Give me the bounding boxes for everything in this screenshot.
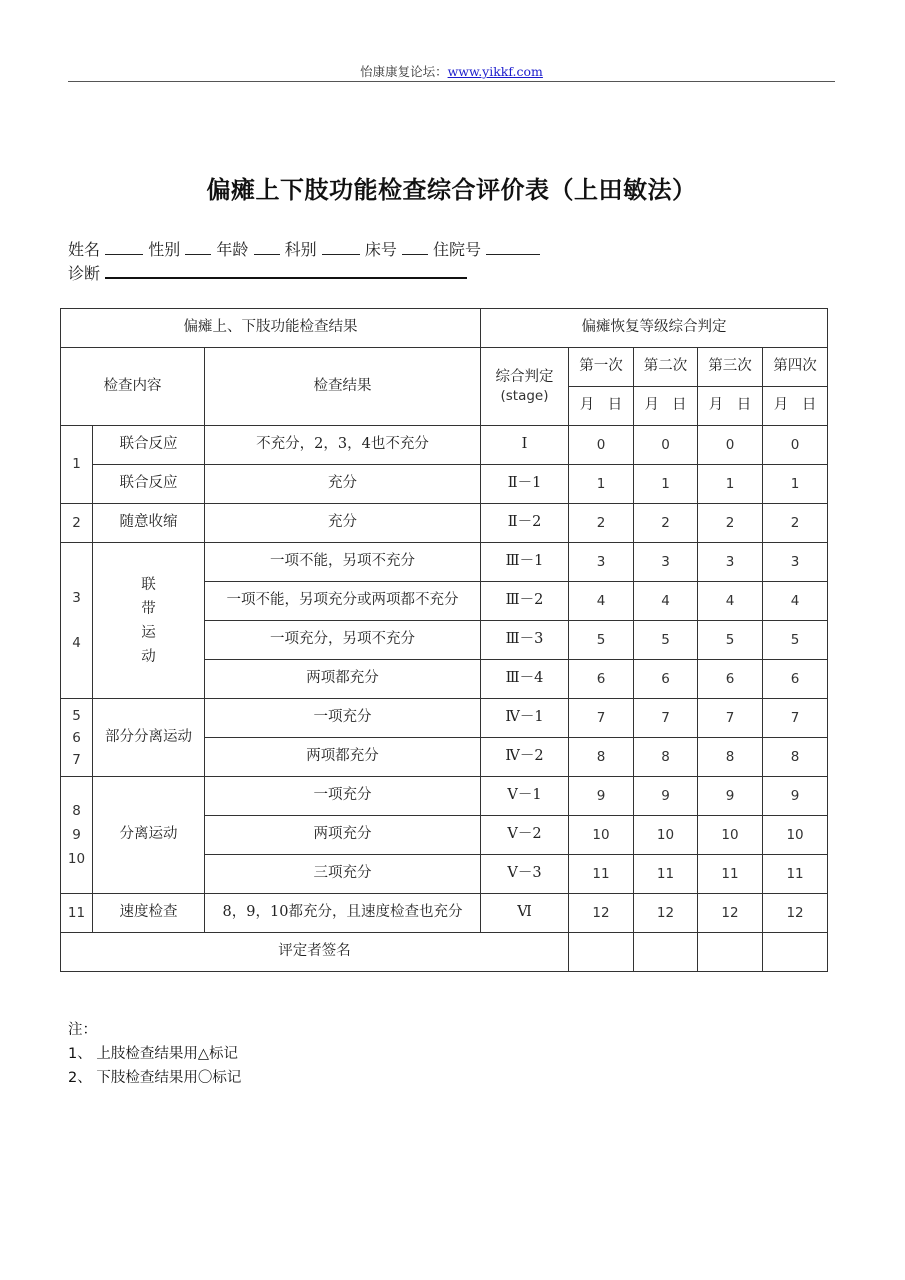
score-cell[interactable]: 8 xyxy=(698,738,763,777)
score-cell[interactable]: 8 xyxy=(569,738,634,777)
col-result-header: 检查结果 xyxy=(205,348,481,426)
result-cell: 充分 xyxy=(205,465,481,504)
score-cell[interactable]: 3 xyxy=(698,543,763,582)
score-cell[interactable]: 10 xyxy=(763,816,828,855)
score-cell[interactable]: 9 xyxy=(634,777,698,816)
result-cell: 两项都充分 xyxy=(205,738,481,777)
group-number: 1 xyxy=(61,426,93,504)
day-label: 日 xyxy=(607,397,623,414)
forum-label: 怡康康复论坛： xyxy=(360,64,448,79)
table-row xyxy=(61,699,828,738)
score-cell[interactable]: 1 xyxy=(569,465,634,504)
score-cell[interactable]: 5 xyxy=(763,621,828,660)
form-title: 偏瘫上下肢功能检查综合评价表（上田敏法） xyxy=(206,176,697,204)
score-cell[interactable]: 2 xyxy=(763,504,828,543)
left-header: 偏瘫上、下肢功能检查结果 xyxy=(61,309,481,348)
col-stage-en: (stage) xyxy=(500,388,549,405)
score-cell[interactable]: 11 xyxy=(763,855,828,894)
day-label: 日 xyxy=(672,397,687,414)
score-cell[interactable]: 9 xyxy=(698,777,763,816)
note-item: 1、 上肢检查结果用△标记 xyxy=(68,1046,238,1062)
item-char: 动 xyxy=(141,648,156,665)
diagnosis-label: 诊断 xyxy=(68,264,101,283)
score-cell[interactable]: 8 xyxy=(763,738,828,777)
date-cell-2[interactable] xyxy=(634,387,698,426)
stage-cell: Ⅲ－4 xyxy=(481,660,569,699)
header-divider xyxy=(68,81,835,82)
score-cell[interactable]: 12 xyxy=(698,894,763,933)
score-cell[interactable]: 11 xyxy=(569,855,634,894)
score-cell[interactable]: 3 xyxy=(634,543,698,582)
score-cell[interactable]: 10 xyxy=(698,816,763,855)
group-number-c: 10 xyxy=(67,851,86,867)
score-cell[interactable]: 10 xyxy=(634,816,698,855)
item-cell: 联合反应 xyxy=(93,465,205,504)
score-cell[interactable]: 6 xyxy=(698,660,763,699)
month-label: 月 xyxy=(773,397,789,414)
score-cell[interactable]: 7 xyxy=(763,699,828,738)
group-number xyxy=(61,777,93,894)
month-label: 月 xyxy=(708,397,724,414)
stage-cell: Ⅲ－1 xyxy=(481,543,569,582)
score-cell[interactable]: 3 xyxy=(569,543,634,582)
group-number xyxy=(61,699,93,777)
score-cell[interactable]: 12 xyxy=(569,894,634,933)
stage-cell: Ⅴ－3 xyxy=(481,855,569,894)
gender-label: 性别 xyxy=(148,240,181,259)
result-cell: 一项不能，另项不充分 xyxy=(205,543,481,582)
result-cell: 一项充分，另项不充分 xyxy=(205,621,481,660)
signature-cell-1[interactable] xyxy=(569,933,634,972)
score-cell[interactable]: 0 xyxy=(569,426,634,465)
result-cell: 一项充分 xyxy=(205,777,481,816)
score-cell[interactable]: 4 xyxy=(634,582,698,621)
signature-cell-3[interactable] xyxy=(698,933,763,972)
table-row xyxy=(61,777,828,816)
signature-cell-4[interactable] xyxy=(763,933,828,972)
day-label: 日 xyxy=(801,397,817,414)
score-cell[interactable]: 2 xyxy=(634,504,698,543)
result-cell: 两项都充分 xyxy=(205,660,481,699)
gender-field[interactable] xyxy=(185,240,211,255)
result-cell: 不充分，2，3，4也不充分 xyxy=(205,426,481,465)
score-cell[interactable]: 4 xyxy=(569,582,634,621)
table-subheader-row xyxy=(61,348,828,387)
group-number-a: 8 xyxy=(72,803,81,819)
score-cell[interactable]: 9 xyxy=(569,777,634,816)
result-cell: 三项充分 xyxy=(205,855,481,894)
score-cell[interactable]: 4 xyxy=(763,582,828,621)
diagnosis-field[interactable] xyxy=(105,263,467,279)
score-cell[interactable]: 7 xyxy=(698,699,763,738)
col-stage-label: 综合判定 xyxy=(495,368,554,385)
note-item: 2、 下肢检查结果用〇标记 xyxy=(68,1070,242,1086)
score-cell[interactable]: 5 xyxy=(569,621,634,660)
age-field[interactable] xyxy=(254,240,280,255)
table-row xyxy=(61,465,828,504)
group-number-a: 3 xyxy=(72,590,81,607)
date-cell-4[interactable] xyxy=(763,387,828,426)
score-cell[interactable]: 6 xyxy=(569,660,634,699)
dept-label: 科别 xyxy=(284,240,317,259)
score-cell[interactable]: 4 xyxy=(698,582,763,621)
diagnosis-line xyxy=(68,261,467,284)
group-number xyxy=(61,543,93,699)
admission-label: 住院号 xyxy=(433,240,482,259)
time-2-header: 第二次 xyxy=(634,348,698,387)
score-cell[interactable]: 5 xyxy=(634,621,698,660)
result-cell: 8，9，10都充分，且速度检查也充分 xyxy=(205,894,481,933)
result-cell: 一项不能，另项充分或两项都不充分 xyxy=(205,582,481,621)
item-cell: 随意收缩 xyxy=(93,504,205,543)
stage-cell: Ⅳ－1 xyxy=(481,699,569,738)
score-cell[interactable]: 10 xyxy=(569,816,634,855)
stage-cell: Ⅱ－1 xyxy=(481,465,569,504)
signature-cell-2[interactable] xyxy=(634,933,698,972)
table-row xyxy=(61,543,828,582)
score-cell[interactable]: 12 xyxy=(763,894,828,933)
right-header: 偏瘫恢复等级综合判定 xyxy=(481,309,828,348)
date-cell-1[interactable] xyxy=(569,387,634,426)
bed-label: 床号 xyxy=(364,240,397,259)
time-3-header: 第三次 xyxy=(698,348,763,387)
stage-cell: Ⅲ－3 xyxy=(481,621,569,660)
col-content-header: 检查内容 xyxy=(61,348,205,426)
group-number-b: 9 xyxy=(72,827,81,843)
score-cell[interactable]: 9 xyxy=(763,777,828,816)
result-cell: 充分 xyxy=(205,504,481,543)
signature-label: 评定者签名 xyxy=(61,933,569,972)
stage-cell: Ⅴ－2 xyxy=(481,816,569,855)
table-row xyxy=(61,504,828,543)
page-header xyxy=(68,62,835,80)
score-cell[interactable]: 7 xyxy=(634,699,698,738)
dept-field[interactable] xyxy=(322,240,360,255)
stage-cell: Ⅵ xyxy=(481,894,569,933)
day-label: 日 xyxy=(736,397,752,414)
score-cell[interactable]: 1 xyxy=(698,465,763,504)
stage-cell: Ⅱ－2 xyxy=(481,504,569,543)
item-char: 运 xyxy=(141,624,156,641)
score-cell[interactable]: 8 xyxy=(634,738,698,777)
item-char: 带 xyxy=(141,600,156,617)
group-number: 2 xyxy=(61,504,93,543)
forum-link[interactable]: www.yikkf.com xyxy=(447,64,543,79)
table-row xyxy=(61,426,828,465)
date-cell-3[interactable] xyxy=(698,387,763,426)
score-cell[interactable]: 2 xyxy=(569,504,634,543)
score-cell[interactable]: 0 xyxy=(698,426,763,465)
patient-info-line xyxy=(68,237,540,260)
group-number-b: 6 xyxy=(72,729,81,746)
month-label: 月 xyxy=(644,397,660,414)
group-number-c: 7 xyxy=(72,751,81,768)
group-number-a: 5 xyxy=(72,707,81,724)
time-1-header: 第一次 xyxy=(569,348,634,387)
score-cell[interactable]: 5 xyxy=(698,621,763,660)
score-cell[interactable]: 6 xyxy=(634,660,698,699)
score-cell[interactable]: 3 xyxy=(763,543,828,582)
score-cell[interactable]: 12 xyxy=(634,894,698,933)
item-cell xyxy=(93,543,205,699)
notes-title: 注： xyxy=(68,1022,97,1038)
stage-cell: Ⅲ－2 xyxy=(481,582,569,621)
score-cell[interactable]: 0 xyxy=(763,426,828,465)
notes-section xyxy=(68,1018,241,1090)
bed-field[interactable] xyxy=(402,240,428,255)
time-4-header: 第四次 xyxy=(763,348,828,387)
score-cell[interactable]: 7 xyxy=(569,699,634,738)
item-cell: 速度检查 xyxy=(93,894,205,933)
table-header-row xyxy=(61,309,828,348)
table-row xyxy=(61,894,828,933)
item-cell: 分离运动 xyxy=(93,777,205,894)
name-label: 姓名 xyxy=(68,240,101,259)
result-cell: 两项充分 xyxy=(205,816,481,855)
result-cell: 一项充分 xyxy=(205,699,481,738)
score-cell[interactable]: 6 xyxy=(763,660,828,699)
col-stage-header xyxy=(481,348,569,426)
month-label: 月 xyxy=(579,397,595,414)
name-field[interactable] xyxy=(105,240,143,255)
group-number-b: 4 xyxy=(72,634,81,651)
stage-cell: Ⅰ xyxy=(481,426,569,465)
admission-field[interactable] xyxy=(486,240,540,255)
score-cell[interactable]: 2 xyxy=(698,504,763,543)
score-cell[interactable]: 1 xyxy=(763,465,828,504)
evaluation-table xyxy=(60,308,828,972)
stage-cell: Ⅴ－1 xyxy=(481,777,569,816)
age-label: 年龄 xyxy=(216,240,249,259)
score-cell[interactable]: 11 xyxy=(698,855,763,894)
stage-cell: Ⅳ－2 xyxy=(481,738,569,777)
signature-row xyxy=(61,933,828,972)
item-cell: 部分分离运动 xyxy=(93,699,205,777)
score-cell[interactable]: 11 xyxy=(634,855,698,894)
score-cell[interactable]: 1 xyxy=(634,465,698,504)
score-cell[interactable]: 0 xyxy=(634,426,698,465)
group-number: 11 xyxy=(61,894,93,933)
item-char: 联 xyxy=(141,576,156,593)
item-cell: 联合反应 xyxy=(93,426,205,465)
